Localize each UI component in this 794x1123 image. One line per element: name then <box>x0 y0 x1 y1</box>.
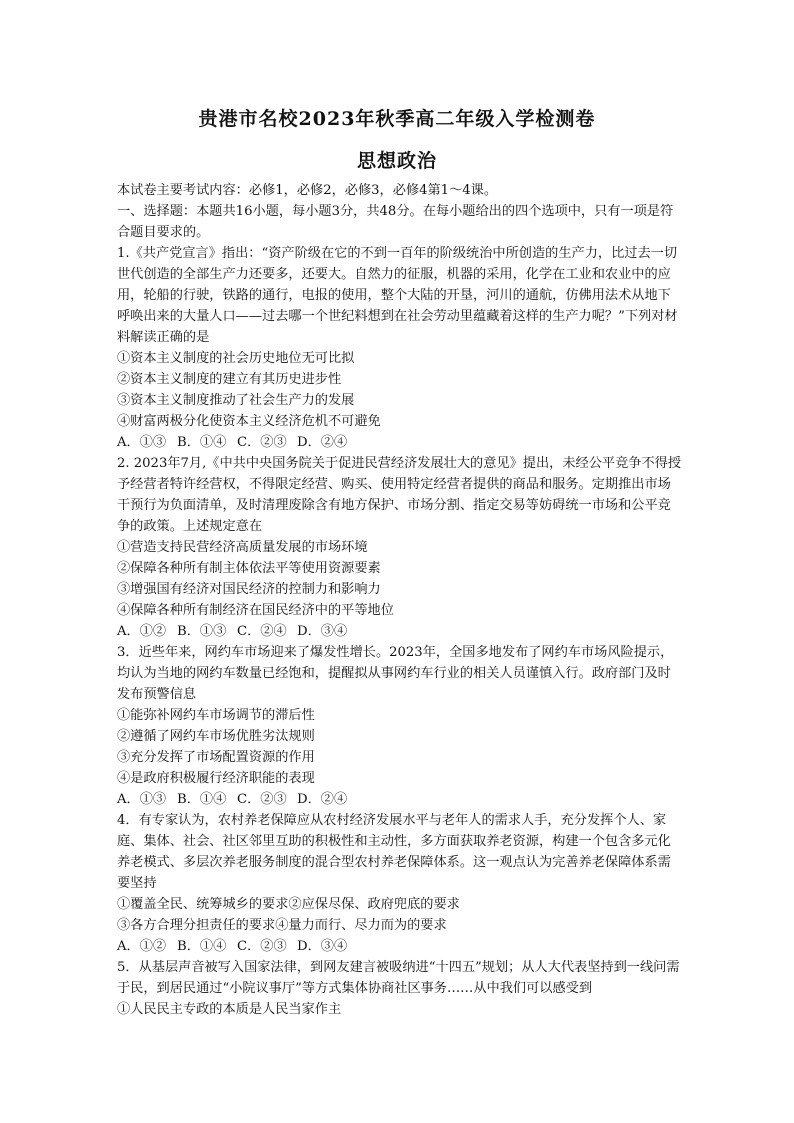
question-stem: 3．近些年来，网约车市场迎来了爆发性增长。2023年，全国多地发布了网约车市场风险提示，均认为当地的网约车数量已经饱和，提醒拟从事网约车行业的相关人员谨慎入行。政府部门及时发布预警信息 <box>117 645 674 702</box>
option-b[interactable]: B．①④ <box>177 792 227 807</box>
statement: ③增强国有经济对国民经济的控制力和影响力 <box>117 582 381 597</box>
option-c[interactable]: C．②③ <box>237 435 287 450</box>
statement: ④财富两极分化使资本主义经济危机不可避免 <box>117 414 381 429</box>
option-a[interactable]: A．①③ <box>117 792 167 807</box>
question-stem: 1.《共产党宣言》指出：“资产阶级在它的不到一百年的阶级统治中所创造的生产力，比过去一切世代创造的全部生产力还要多，还要大。自然力的征服，机器的采用，化学在工业和农业中的应用，轮船的行驶，铁路的通行，电报的使用，整个大陆的开垦，河川的通航，仿佛用法术从地下呼唤出来的大量人口——过去哪一个世纪料想到在社会劳动里蕴藏着这样的生产力呢？”下列对材料解读正确的是 <box>117 246 678 345</box>
exam-title: 贵港市名校2023年秋季高二年级入学检测卷 <box>198 108 596 130</box>
question-stem: 5．从基层声音被写入国家法律，到网友建言被吸纳进“十四五”规划；从人大代表坚持到一线问需于民，到居民通过“小院议事厅”等方式集体协商社区事务……从中我们可以感受到 <box>117 960 680 996</box>
option-c[interactable]: C．②③ <box>237 792 287 807</box>
option-c[interactable]: C．②④ <box>237 624 287 639</box>
answer-options <box>117 789 682 810</box>
option-a[interactable]: A．①② <box>117 939 167 954</box>
option-a[interactable]: A．①② <box>117 624 167 639</box>
statement: ①人民民主专政的本质是人民当家作主 <box>117 1002 342 1017</box>
option-d[interactable]: D．③④ <box>297 939 348 954</box>
statement: ④保障各种所有制经济在国民经济中的平等地位 <box>117 603 394 618</box>
option-d[interactable]: D．②④ <box>297 792 348 807</box>
statement: ④是政府积极履行经济职能的表现 <box>117 771 315 786</box>
answer-options <box>117 936 682 957</box>
question-stem: 4．有专家认为，农村养老保障应从农村经济发展水平与老年人的需求人手，充分发挥个人、家庭、集体、社会、社区邻里互助的积极性和主动性，多方面获取养老资源，构建一个包含多元化养老模式、多层次养老服务制度的混合型农村养老保障体系。这一观点认为完善养老保障体系需要坚持 <box>117 813 671 891</box>
statement: ③资本主义制度推动了社会生产力的发展 <box>117 393 355 408</box>
question-5 <box>117 957 682 1020</box>
answer-options <box>117 432 682 453</box>
statement: ③各方合理分担责任的要求④量力而行、尽力而为的要求 <box>117 918 447 933</box>
statement: ②资本主义制度的建立有其历史进步性 <box>117 372 342 387</box>
statement: ③充分发挥了市场配置资源的作用 <box>117 750 315 765</box>
option-d[interactable]: D．③④ <box>297 624 348 639</box>
statement: ②遵循了网约车市场优胜劣汰规则 <box>117 729 315 744</box>
option-d[interactable]: D．②④ <box>297 435 348 450</box>
exam-content <box>117 180 682 1020</box>
statement: ①资本主义制度的社会历史地位无可比拟 <box>117 351 355 366</box>
statement: ①能弥补网约车市场调节的滞后性 <box>117 708 315 723</box>
question-1 <box>117 243 682 453</box>
statement: ①营造支持民营经济高质量发展的市场环境 <box>117 540 368 555</box>
option-b[interactable]: B．①④ <box>177 939 227 954</box>
statement: ②保障各种所有制主体依法平等使用资源要素 <box>117 561 381 576</box>
question-4 <box>117 810 682 957</box>
option-b[interactable]: B．①③ <box>177 624 227 639</box>
option-a[interactable]: A．①③ <box>117 435 167 450</box>
question-stem: 2. 2023年7月,《中共中央国务院关于促进民营经济发展壮大的意见》提出，未经公平竞争不得授予经营者特许经营权，不得限定经营、购买、使用特定经营者提供的商品和服务。定期推出市场干预行为负面清单，及时清理废除含有地方保护、市场分割、指定交易等妨碍统一市场和公平竞争的政策。上述规定意在 <box>117 456 682 534</box>
question-2 <box>117 453 682 642</box>
answer-options <box>117 621 682 642</box>
statement: ①覆盖全民、统筹城乡的要求②应保尽保、政府兜底的要求 <box>117 897 460 912</box>
subject-title: 思想政治 <box>356 150 437 172</box>
option-c[interactable]: C．②③ <box>237 939 287 954</box>
question-3 <box>117 642 682 810</box>
section-instructions: 一、选择题：本题共16小题，每小题3分，共48分。在每小题给出的四个选项中，只有一项是符合题目要求的。 <box>117 204 674 240</box>
option-b[interactable]: B．①④ <box>177 435 227 450</box>
exam-scope: 本试卷主要考试内容：必修1，必修2，必修3，必修4第1～4课。 <box>117 183 498 198</box>
